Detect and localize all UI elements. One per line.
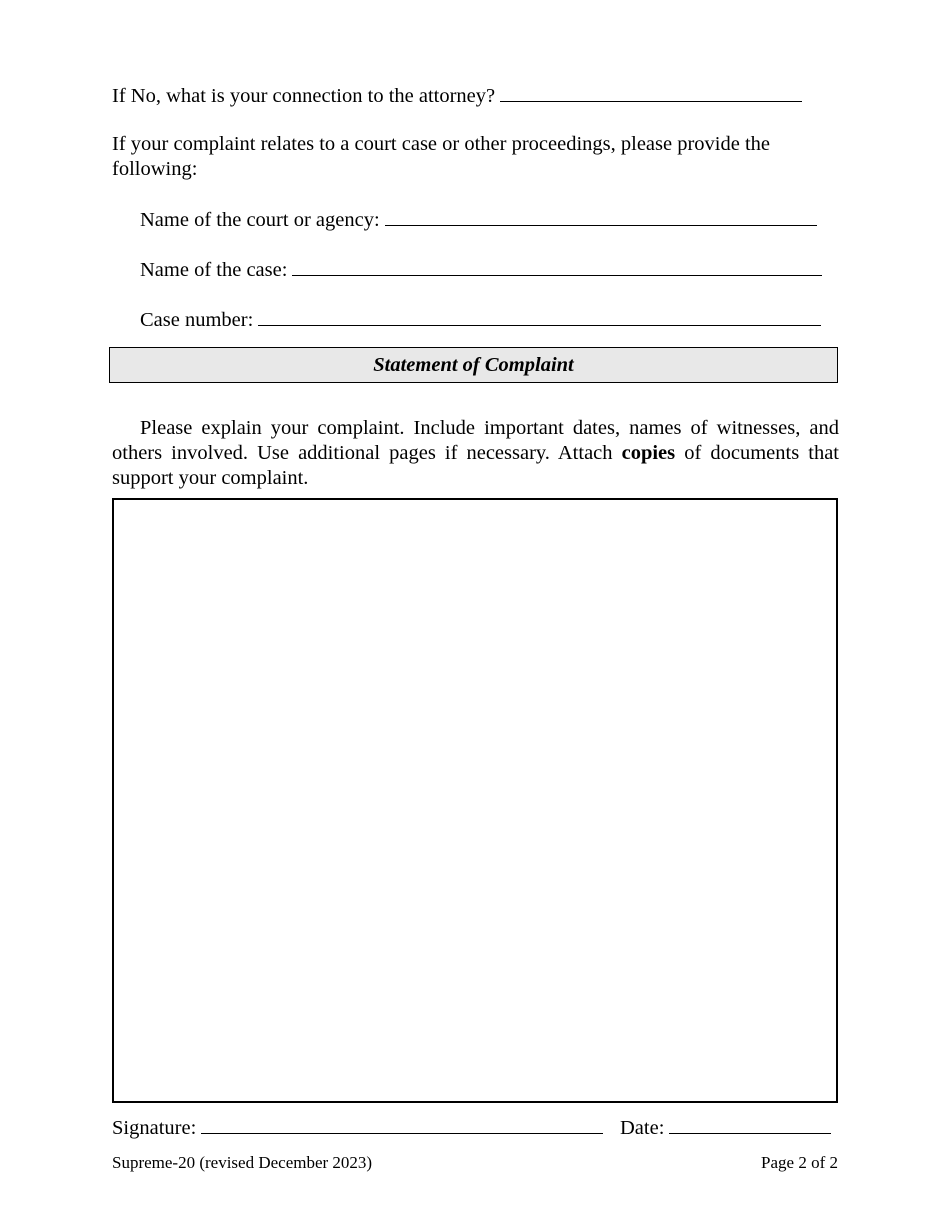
case-number-field[interactable]	[258, 306, 821, 326]
footer-page-number: Page 2 of 2	[761, 1153, 838, 1172]
case-name-field[interactable]	[292, 256, 822, 276]
instructions-text-2: of documents that support your complaint.	[112, 442, 839, 489]
case-number-row	[140, 306, 821, 333]
statement-instructions	[112, 416, 839, 491]
date-field[interactable]	[669, 1114, 831, 1134]
signature-row	[112, 1114, 603, 1141]
connection-field[interactable]	[500, 82, 802, 102]
instructions-bold-copies: copies	[621, 442, 676, 464]
case-name-label: Name of the case:	[140, 259, 288, 281]
signature-label: Signature:	[112, 1117, 197, 1139]
instructions-text-1: Please explain your complaint. Include important dates, names of witnesses, and others involved. Use additional pages if necessary. Attach	[112, 417, 839, 464]
date-label: Date:	[620, 1117, 665, 1139]
court-agency-field[interactable]	[385, 206, 817, 226]
signature-field[interactable]	[201, 1114, 603, 1134]
connection-label: If No, what is your connection to the attorney?	[112, 85, 496, 107]
footer-form-id: Supreme-20 (revised December 2023)	[112, 1153, 373, 1172]
case-name-row	[140, 256, 822, 283]
court-case-intro: If your complaint relates to a court case or other proceedings, please provide the following:	[112, 133, 771, 180]
court-agency-row	[140, 206, 817, 233]
statement-section-header: Statement of Complaint	[109, 347, 838, 383]
date-row	[620, 1114, 831, 1141]
case-number-label: Case number:	[140, 309, 254, 331]
connection-question	[112, 82, 802, 109]
complaint-text-box[interactable]	[112, 498, 838, 1103]
court-agency-label: Name of the court or agency:	[140, 209, 380, 231]
